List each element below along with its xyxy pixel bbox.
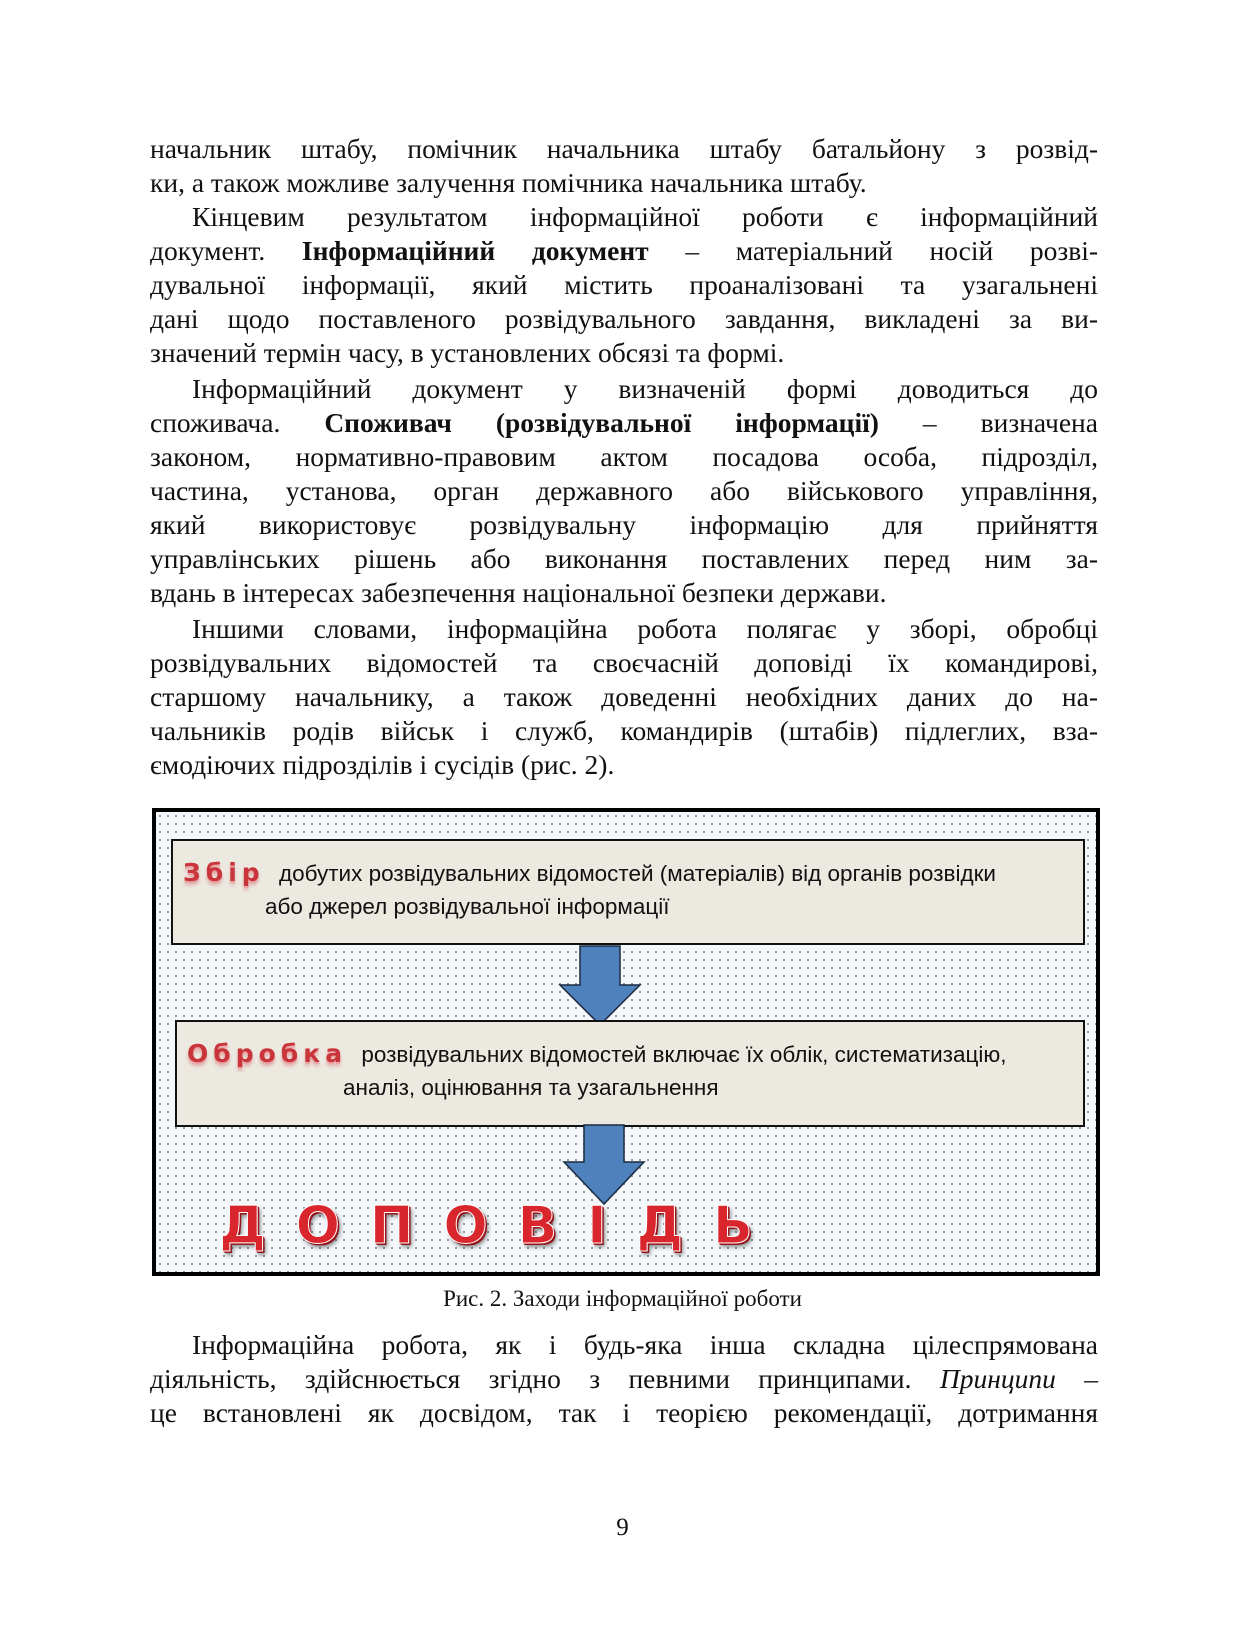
text-span: – визначена <box>878 407 1098 438</box>
step-processing-text: розвідувальних відомостей включає їх облік, систематизацію, <box>361 1042 1007 1067</box>
text-line: чальників родів військ і служб, командирів (штабів) підлеглих, вза- <box>150 715 1098 746</box>
text-line: Кінцевим результатом інформаційної роботи є інформаційний <box>192 201 1098 232</box>
figure-caption: Рис. 2. Заходи інформаційної роботи <box>443 1286 802 1311</box>
text-span: – <box>1055 1363 1098 1394</box>
text-line: управлінських рішень або виконання поставлених перед ним за- <box>150 543 1098 574</box>
step-collection-box <box>171 839 1085 945</box>
text-span: діяльність, здійснюється згідно з певними принципами. <box>150 1363 940 1394</box>
arrow-down-icon <box>558 945 642 1027</box>
text-line: Інформаційний документ у визначеній формі доводиться до <box>192 373 1098 404</box>
text-span: споживача. <box>150 407 325 438</box>
text-span: – матеріальний носій розві- <box>648 235 1099 266</box>
text-line: дані щодо поставленого розвідувального завдання, викладені за ви- <box>150 303 1098 334</box>
text-line: старшому начальнику, а також доведенні необхідних даних до на- <box>150 681 1098 712</box>
text-line: начальник штабу, помічник начальника штабу батальйону з розвід- <box>150 133 1098 164</box>
step-collection-text-cont: або джерел розвідувальної інформації <box>265 894 670 919</box>
text-line: ємодіючих підрозділів і сусідів (рис. 2). <box>150 749 615 780</box>
text-line <box>150 1362 1098 1396</box>
text-line: який використовує розвідувальну інформацію для прийняття <box>150 509 1098 540</box>
text-line: значений термін часу, в установлених обсязі та формі. <box>150 337 785 368</box>
term-consumer: Споживач (розвідувальної інформації) <box>324 407 879 438</box>
step-processing-box <box>175 1020 1085 1127</box>
text-line: це встановлені як досвідом, так і теорією рекомендації, дотримання <box>150 1397 1098 1428</box>
step-collection-text: добутих розвідувальних відомостей (матеріалів) від органів розвідки <box>278 861 996 886</box>
text-span: документ. <box>150 235 302 266</box>
text-line: дувальної інформації, який містить проаналізовані та узагальнені <box>150 269 1098 300</box>
text-line: ки, а також можливе залучення помічника начальника штабу. <box>150 167 867 198</box>
text-line: Інформаційна робота, як і будь-яка інша складна цілеспрямована <box>192 1329 1098 1360</box>
text-line: розвідувальних відомостей та своєчасній доповіді їх командирові, <box>150 647 1098 678</box>
text-line <box>150 406 1098 440</box>
step-processing-title: Обробка <box>187 1039 348 1068</box>
arrow-down-icon <box>562 1124 646 1206</box>
step-processing-text-cont: аналіз, оцінювання та узагальнення <box>343 1075 719 1100</box>
text-line: Іншими словами, інформаційна робота полягає у зборі, обробці <box>192 613 1098 644</box>
step-collection-title: Збір <box>183 858 265 887</box>
term-informational-document: Інформаційний документ <box>301 235 649 266</box>
report-title: ДОПОВІДЬ <box>219 1196 783 1256</box>
text-line: частина, установа, орган державного або військового управління, <box>150 475 1098 506</box>
term-principles: Принципи <box>939 1363 1056 1394</box>
text-line: вдань в інтересах забезпечення національної безпеки держави. <box>150 577 887 608</box>
text-line <box>150 234 1098 268</box>
text-line: законом, нормативно-правовим актом посадова особа, підрозділ, <box>150 441 1098 472</box>
page-number: 9 <box>616 1514 629 1541</box>
